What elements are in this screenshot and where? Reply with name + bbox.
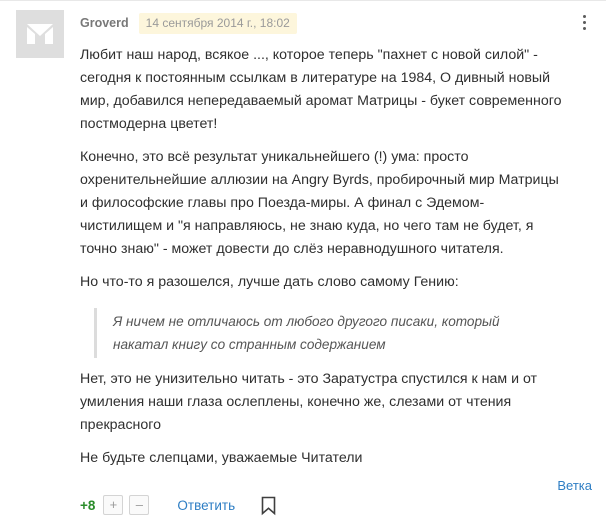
comment-body (80, 12, 566, 518)
comment-timestamp[interactable]: 14 сентября 2014 г., 18:02 (139, 13, 297, 34)
kebab-menu-icon[interactable] (576, 12, 592, 32)
dot (583, 27, 586, 30)
envelope-avatar-icon (27, 24, 53, 44)
comment-header (80, 12, 566, 34)
comment-paragraph: Но что-то я разошелся, лучше дать слово самому Гению: (80, 274, 459, 290)
comment-paragraph: Конечно, это всё результат уникальнейшего (!) ума: просто охренительнейшие аллюзии на Angry Byrds, пробирочный мир Матрицы и философские главы про Поезда-миры. А финал с Эдемом-чистилищем и "я направляюсь, не знаю куда, но чего там не будет, я точно знаю" - может довести до слёз неравнодушного читателя. (80, 149, 559, 257)
reply-button[interactable]: Ответить (177, 497, 236, 513)
comment-actions (80, 492, 566, 518)
avatar[interactable] (16, 10, 64, 58)
comment-paragraph: Не будьте слепцами, уважаемые Читатели (80, 450, 363, 466)
comment-paragraph: Нет, это не унизительно читать - это Заратустра спустился к нам и от умиления наши глаза ослеплены, конечно же, слезами от чтения прекрасного (80, 371, 538, 433)
comment-author[interactable]: Groverd (80, 16, 129, 30)
bookmark-icon[interactable] (261, 496, 276, 515)
dot (583, 15, 586, 18)
comment-paragraph: Любит наш народ, всякое ..., которое теперь "пахнет с новой силой" - сегодня к постоянным ссылкам в литературе на 1984, О дивный новый мир, добавился непередаваемый аромат Матрицы - букет современного постмодерна цветет! (80, 47, 562, 132)
upvote-button[interactable]: + (103, 495, 123, 515)
rating-value: +8 (80, 497, 96, 513)
branch-link[interactable]: Ветка (557, 478, 592, 493)
blockquote: Я ничем не отличаюсь от любого другого писаки, который накатал книгу со странным содержанием (94, 308, 524, 358)
dot (583, 21, 586, 24)
downvote-button[interactable]: – (129, 495, 149, 515)
